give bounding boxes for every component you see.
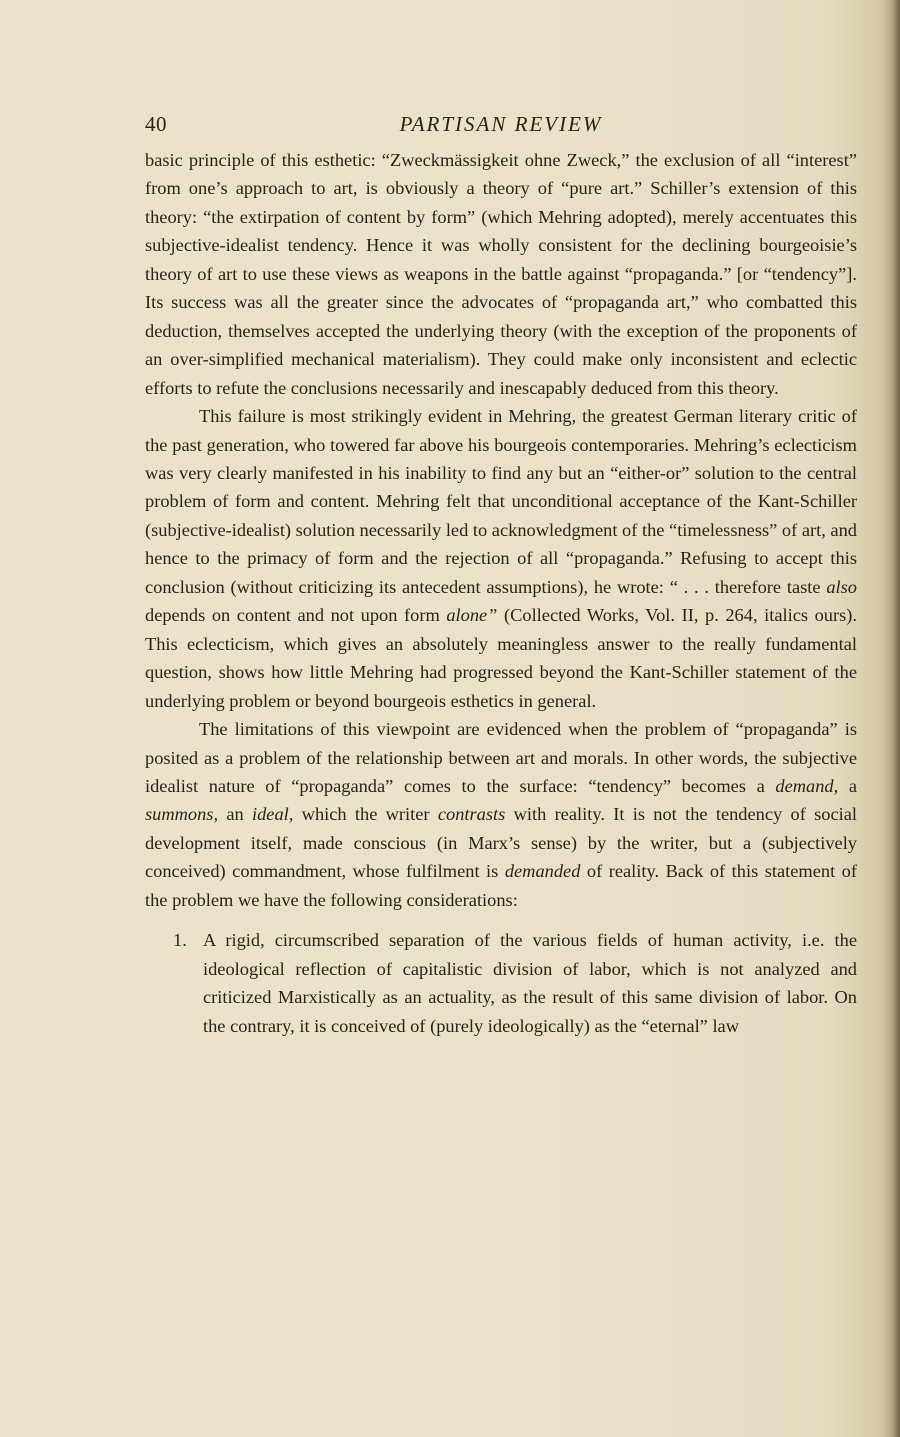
text-run: of reality. Back of this statement of the problem we have the following considerations: [145, 861, 857, 910]
paragraph [145, 402, 857, 715]
list-number: 1. [173, 930, 187, 951]
text-run: The limitations of this viewpoint are evidenced when the problem of “propaganda” is posited as a problem of the relationship between art and morals. In other words, the subjective idealist nature of “propaganda” comes to the surface: “tendency” becomes a [145, 719, 857, 796]
text-run: which the writer [293, 804, 438, 825]
italic-emphasis: summons, [145, 804, 219, 825]
text-run: depends on content and not upon form [145, 605, 447, 626]
text-run: an [218, 804, 252, 825]
page-edge-shadow [882, 0, 900, 1437]
page-number: 40 [145, 112, 167, 136]
running-head [145, 112, 857, 142]
text-run: This failure is most strikingly evident in Mehring, the greatest German literary critic of the past generation, who towered far above his bourgeois contemporaries. Mehring’s eclecticism was very clearly manifested in his inability to find any but an “either-or” solution to the central problem of form and content. Mehring felt that unconditional acceptance of the Kant-Schiller (subjective-idealist) solution necessarily led to acknowledgment of the “timelessness” of art, and hence to the primacy of form and the rejection of all “propaganda.” Refusing to accept this conclusion (without criticizing its antecedent assumptions), he wrote: “ . . . therefore taste [145, 406, 857, 597]
paragraph: basic principle of this esthetic: “Zweckmässigkeit ohne Zweck,” the exclusion of all “interest” from one’s approach to art, is obviously a theory of “pure art.” Schiller’s extension of this theory: “the extirpation of content by form” (which Mehring adopted), merely accentuates this subjective-idealist tendency. Hence it was wholly consistent for the declining bourgeoisie’s theory of art to use these views as weapons in the battle against “propaganda.” [or “tendency”]. Its success was all the greater since the advocates of “propaganda art,” who combatted this deduction, themselves accepted the underlying theory (with the exception of the proponents of an over-simplified mechanical materialism). They could make only inconsistent and eclectic efforts to refute the conclusions necessarily and inescapably deduced from this theory. [145, 150, 857, 398]
text-run: with reality. It is not the tendency of social development itself, made conscious (in Marx’s sense) by the writer, but a (subjectively conceived) commandment, whose fulfilment is [145, 804, 857, 882]
text-run: a [838, 775, 857, 796]
italic-emphasis: contrasts [437, 804, 506, 825]
body-text [145, 146, 857, 1040]
italic-emphasis: demanded [504, 861, 581, 882]
journal-title: PARTISAN REVIEW [399, 112, 603, 136]
text-run: (Collected Works, Vol. II, p. 264, italics ours). This eclecticism, which gives an absolutely meaningless answer to the really fundamental question, shows how little Mehring had progressed beyond the Kant-Schiller statement of the underlying problem or beyond bourgeois esthetics in general. [145, 605, 857, 711]
paragraph [145, 715, 857, 914]
italic-emphasis: also [826, 576, 857, 597]
numbered-list [145, 926, 857, 1040]
list-item-text: A rigid, circumscribed separation of the various fields of human activity, i.e. the ideological reflection of capitalistic division of labor, which is not analyzed and criticized Marxistically as an actuality, as the result of this same division of labor. On the contrary, it is conceived of (purely ideologically) as the “eternal” law [203, 930, 857, 1036]
italic-emphasis: demand, [775, 775, 839, 796]
italic-emphasis: ideal, [252, 804, 294, 825]
list-item [145, 926, 857, 1040]
italic-emphasis: alone” [446, 605, 498, 626]
